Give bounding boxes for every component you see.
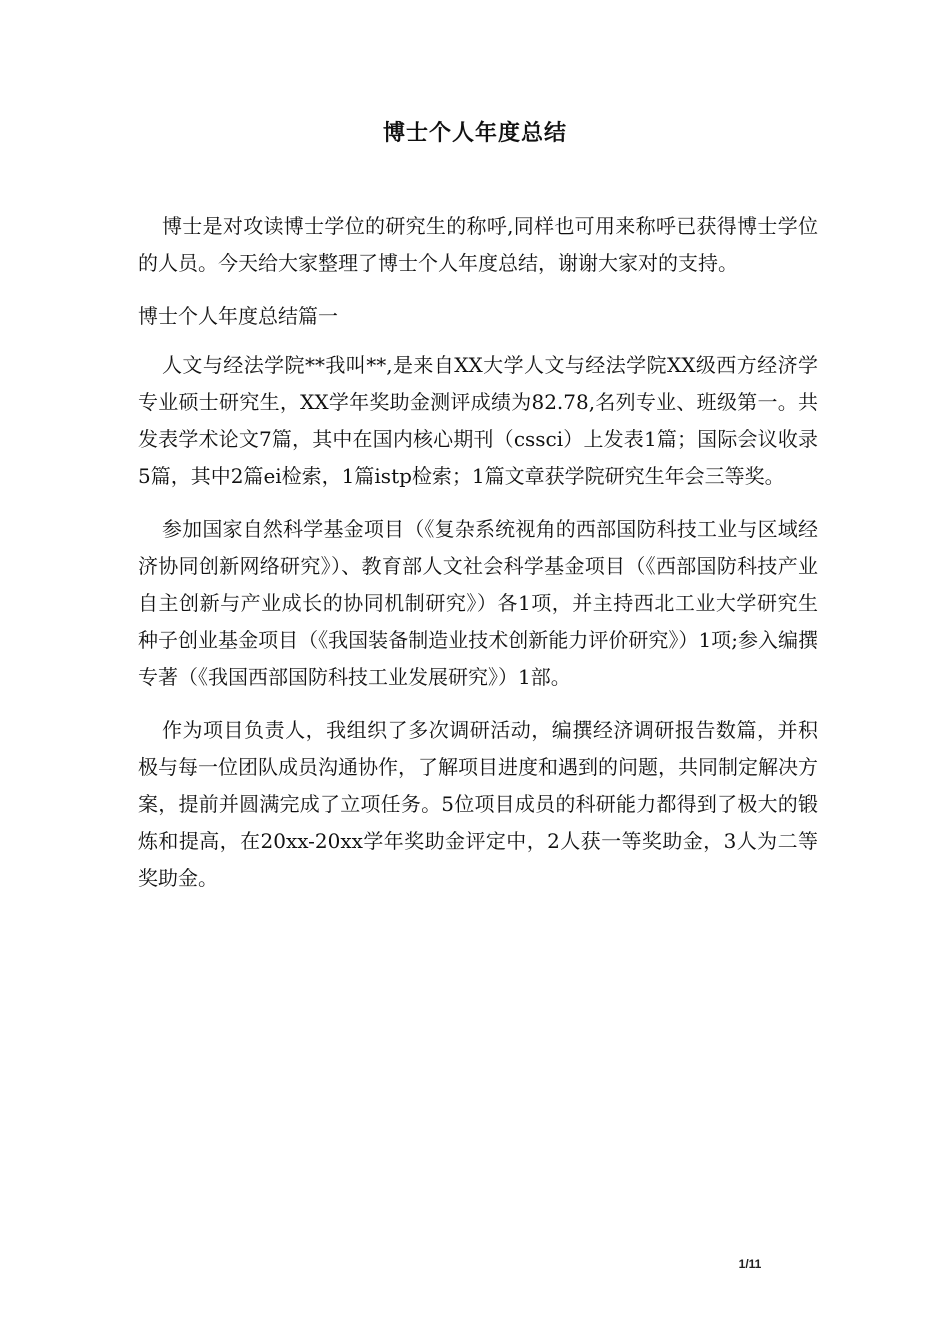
section-heading: 博士个人年度总结篇一 — [138, 304, 338, 328]
page-number: 1/11 — [738, 1257, 762, 1271]
intro-paragraph: 博士是对攻读博士学位的研究生的称呼,同样也可用来称呼已获得博士学位的人员。今天给大家整理了博士个人年度总结，谢谢大家对的支持。 — [138, 214, 818, 275]
document-title: 博士个人年度总结 — [382, 121, 567, 146]
body-paragraph-2: 参加国家自然科学基金项目（《复杂系统视角的西部国防科技工业与区域经济协同创新网络研究》）、教育部人文社会科学基金项目（《西部国防科技产业自主创新与产业成长的协同机制研究》）各1项，并主持西北工业大学研究生种子创业基金项目（《我国装备制造业技术创新能力评价研究》）1项;参入编撰专著（《我国西部国防科技工业发展研究》）1部。 — [138, 517, 818, 689]
body-paragraph-1: 人文与经法学院**我叫**,是来自XX大学人文与经法学院XX级西方经济学专业硕士研究生，XX学年奖助金测评成绩为82.78,名列专业、班级第一。共发表学术论文7篇，其中在国内核心期刊（cssci）上发表1篇；国际会议收录5篇，其中2篇ei检索，1篇istp检索；1篇文章获学院研究生年会三等奖。 — [138, 353, 818, 488]
document-body — [138, 208, 818, 913]
body-paragraph-3: 作为项目负责人，我组织了多次调研活动，编撰经济调研报告数篇，并积极与每一位团队成员沟通协作，了解项目进度和遇到的问题，共同制定解决方案，提前并圆满完成了立项任务。5位项目成员的科研能力都得到了极大的锻炼和提高，在20xx-20xx学年奖助金评定中，2人获一等奖助金，3人为二等奖助金。 — [138, 718, 818, 890]
